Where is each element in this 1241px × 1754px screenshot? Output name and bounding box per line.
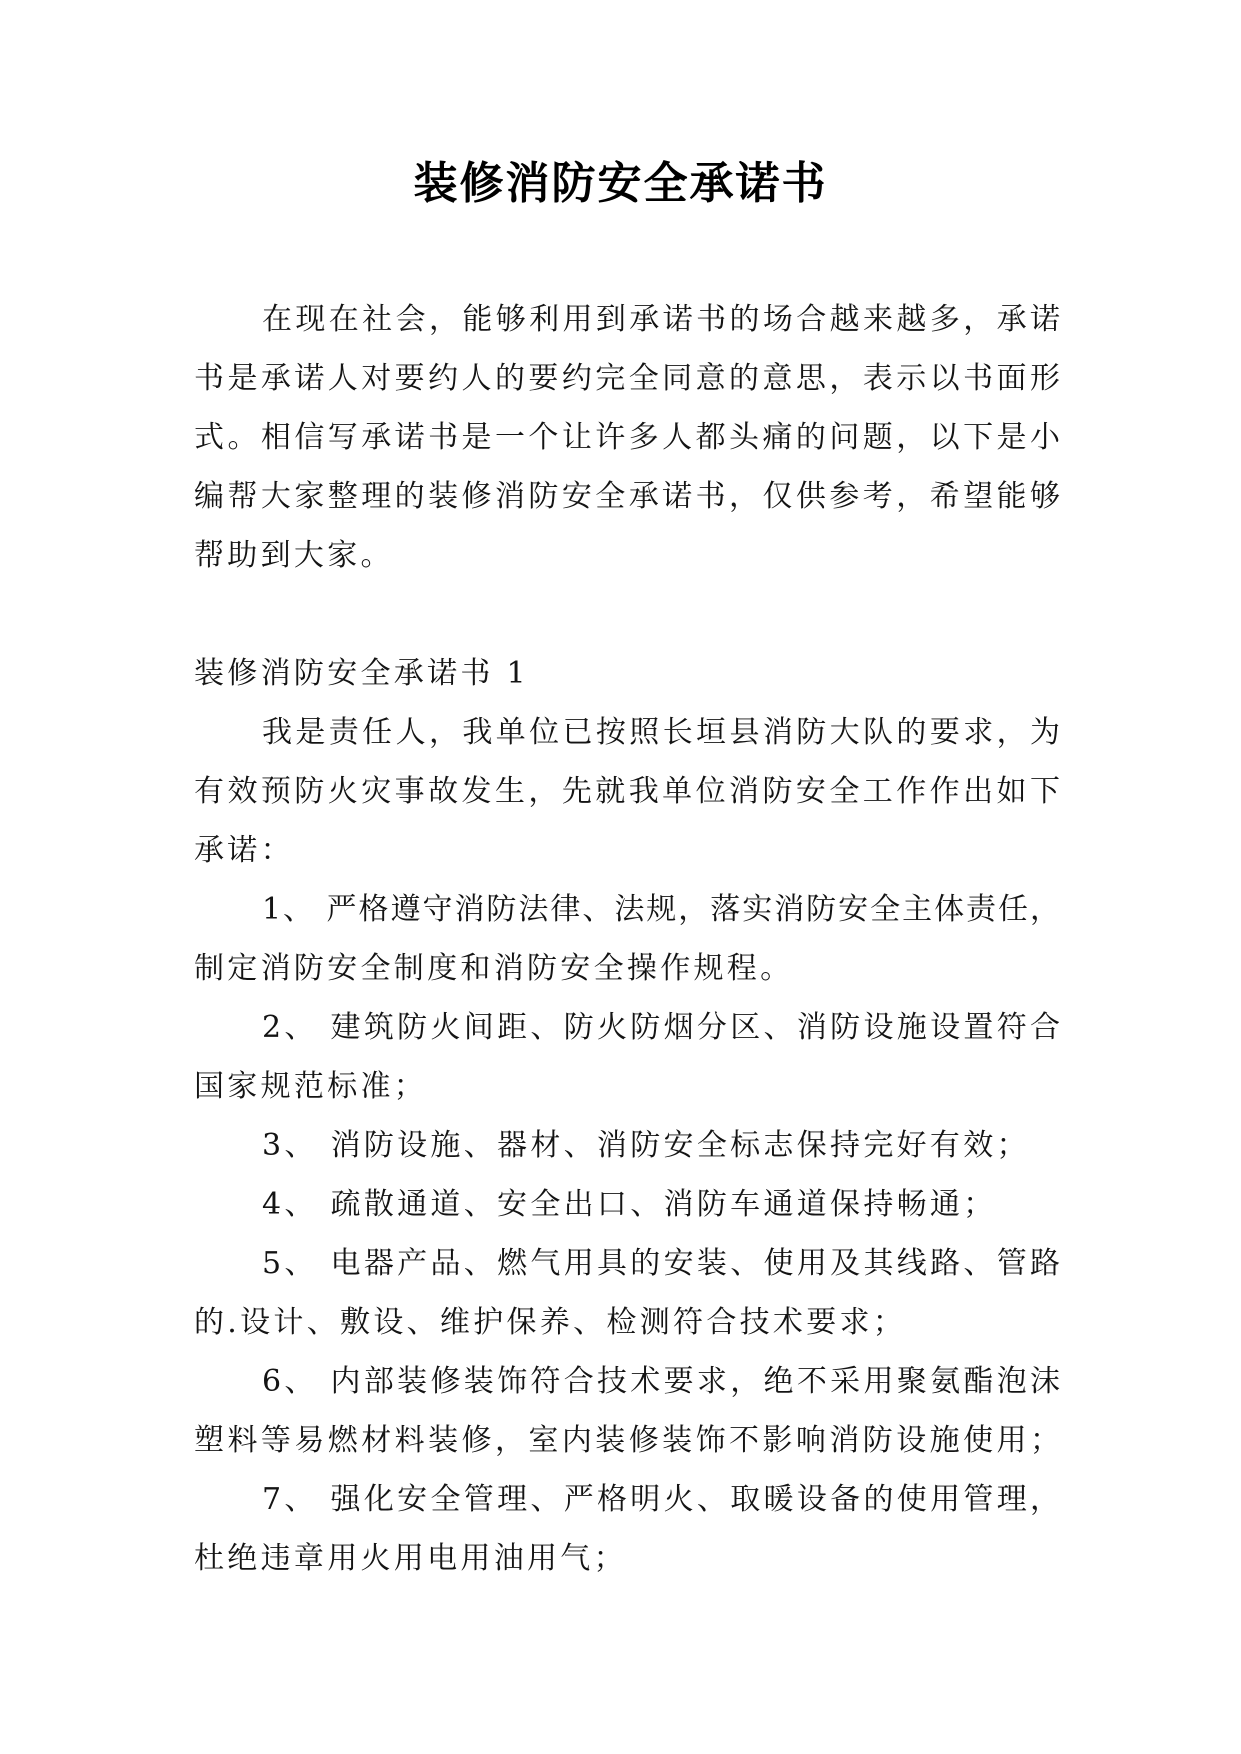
pledge-item-line: 6、 内部装修装饰符合技术要求，绝不采用聚氨酯泡沫 <box>262 1364 1060 1399</box>
pledge-item-line: 国家规范标准； <box>194 1069 428 1104</box>
pledge-item-line: 2、 建筑防火间距、防火防烟分区、消防设施设置符合 <box>262 1010 1060 1045</box>
pledge-item-line: 3、 消防设施、器材、消防安全标志保持完好有效； <box>262 1128 1030 1163</box>
pledge-item-line: 的.设计、敷设、维护保养、检测符合技术要求； <box>194 1305 907 1340</box>
document-title: 装修消防安全承诺书 <box>413 158 828 209</box>
intro-line: 编帮大家整理的装修消防安全承诺书，仅供参考，希望能够 <box>194 479 1060 514</box>
pledge-item-line: 1、 严格遵守消防法律、法规，落实消防安全主体责任， <box>262 892 1060 927</box>
pledge-item-line: 制定消防安全制度和消防安全操作规程。 <box>194 951 794 986</box>
paragraph-spacer <box>194 585 1060 644</box>
intro-line: 式。相信写承诺书是一个让许多人都头痛的问题，以下是小 <box>194 420 1060 455</box>
pledge-intro-line: 承诺： <box>194 833 294 868</box>
pledge-intro-line: 我是责任人，我单位已按照长垣县消防大队的要求，为 <box>262 715 1060 750</box>
pledge-item-line: 7、 强化安全管理、严格明火、取暖设备的使用管理， <box>262 1482 1060 1517</box>
pledge-item-line: 杜绝违章用火用电用油用气； <box>194 1541 627 1576</box>
document-body <box>194 290 1060 1588</box>
pledge-item-line: 5、 电器产品、燃气用具的安装、使用及其线路、管路 <box>262 1246 1060 1281</box>
pledge-intro-line: 有效预防火灾事故发生，先就我单位消防安全工作作出如下 <box>194 774 1060 809</box>
pledge-item-line: 塑料等易燃材料装修，室内装修装饰不影响消防设施使用； <box>194 1423 1060 1458</box>
intro-line: 在现在社会，能够利用到承诺书的场合越来越多，承诺 <box>262 302 1060 337</box>
section-heading: 装修消防安全承诺书 1 <box>194 656 529 691</box>
intro-line: 书是承诺人对要约人的要约完全同意的意思，表示以书面形 <box>194 361 1060 396</box>
pledge-item-line: 4、 疏散通道、安全出口、消防车通道保持畅通； <box>262 1187 997 1222</box>
intro-line: 帮助到大家。 <box>194 538 394 573</box>
